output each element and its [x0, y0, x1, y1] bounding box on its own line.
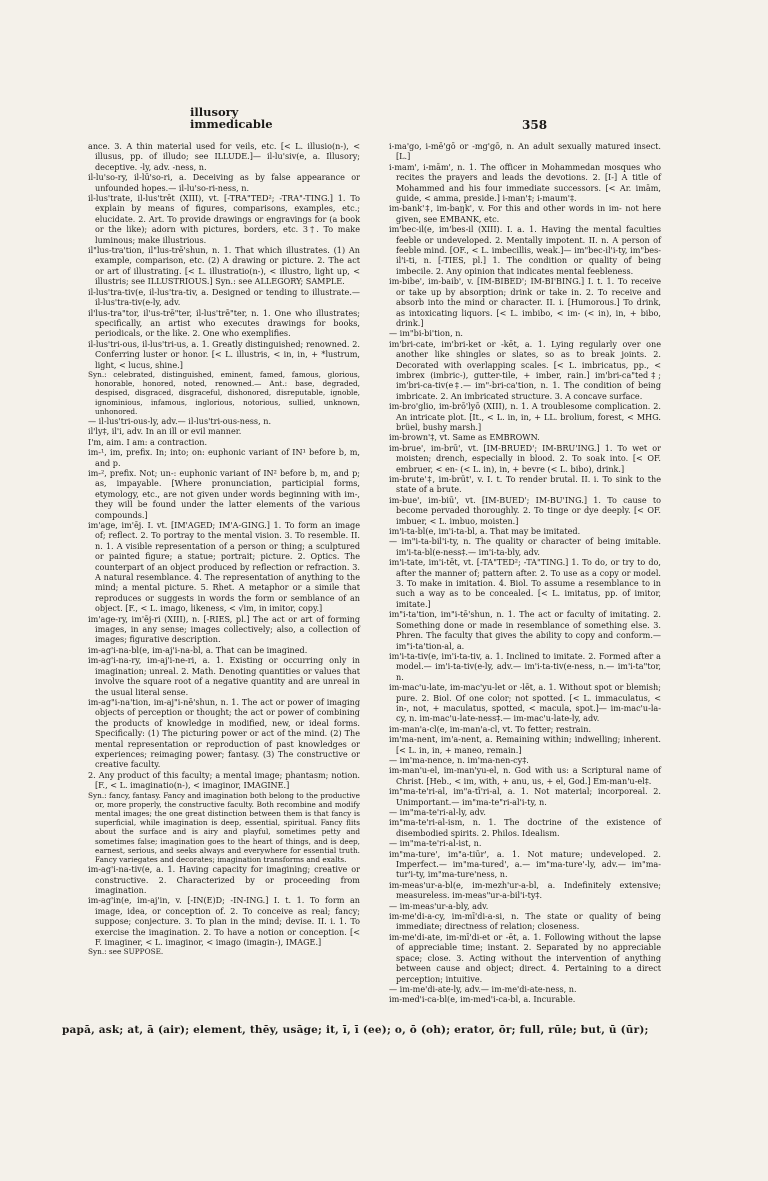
entry-immanence: — im'ma-nence, n. im'ma-nen-cy‡. [389, 754, 529, 765]
entry-imbibe: im-bibe', im-baib', v. [IM-BIBED'; IM-BI'BING.] I. t. 1. To receive or take up by absorption; drink or take in. 2. To receive and absorb into the mind or character. II. i. [Humorous.] To drink, as intoxicating liquors. [< L. imbibo, < im- (< in), in, + bibo, drink.] [389, 276, 661, 328]
entry-illustration: il"lus-tra'tion, il"lus-trē'shun, n. 1. That which illustrates. (1) An example, comparison, etc. (2) A drawing or picture. 2. The act or art of illustrating. [< L. illustratio(n-), < illustro, light up, < illustris; see ILLUSTRIOUS.] Syn.: see ALLEGORY; SAMPLE. [88, 245, 360, 287]
entry-immediate: im-me'di-ate, im-mī'di-et or -ēt, a. 1. Following without the lapse of appreciable time; instant. 2. Separated by no appreciable space; close. 3. Acting without the intervention of anything between cause and object; direct. 4. Pertaining to a direct perception; intuitive. [389, 931, 661, 984]
entry-imaginative: im-ag'i-na-tiv(e, a. 1. Having capacity for imagining; creative or constructive. 2. Characterized by or proceeding from imagination. [88, 864, 360, 896]
entry-illustrative: il-lus'tra-tiv(e, il-lus'tra-tiv, a. Designed or tending to illustrate.— il-lus'tra-tiv(e-ly, adv. [88, 286, 360, 308]
entry-imitation: im"i-ta'tion, im"i-tē'shun, n. 1. The act or faculty of imitating. 2. Something done or made in resemblance of something else. 3. Phren. The faculty that gives the ability to copy and conform.— im"i-ta'tion-al, a. [389, 609, 661, 651]
entry-imaginable: im-ag'i-na-bl(e, im-aj'i-na-bl, a. That can be imagined. [88, 644, 308, 655]
entry-immaterially: — im"ma-te'ri-al-ly, adv. [389, 807, 486, 817]
synonyms-imagine: Syn.: see SUPPOSE. [88, 947, 164, 957]
entry-illusion-tail: ance. 3. A thin material used for veils, etc. [< L. illusio(n-), < illusus, pp. of illudo; see ILLUDE.]— il-lu'siv(e, a. Illusory; deceptive. -ly, adv. -ness, n. [88, 141, 360, 172]
entry-immeasurably: — im-meas'ur-a-bly, adv. [389, 900, 489, 911]
entry-imagery: im'age-ry, im'ēj-ri (XIII), n. [-RIES, pl.] The act or art of forming images, in any sense; images collectively; also, a collection of images; figurative description. [88, 613, 360, 645]
entry-im-prefix-2: im-², prefix. Not; un-: euphonic variant of IN² before b, m, and p; as, impayable. [Where pronunciation, participial forms, etymology, etc., are not given under words beginning with im-, they will be found under the latter elements of the various compounds.] [88, 467, 360, 520]
left-column [88, 141, 360, 957]
entry-im-prefix-1: im-¹, im, prefix. In; into; on: euphonic variant of IN¹ before b, m, and p. [88, 447, 360, 468]
entry-illy: il'ly‡, il'i, adv. In an ill or evil manner. [88, 426, 242, 437]
guide-word-first: illusory [190, 105, 239, 119]
right-column [389, 141, 661, 1005]
entry-immature: im"ma-ture', im"a-tiūr', a. 1. Not mature; undeveloped. 2. Imperfect.— im"ma-tured', a.— im"ma-ture'-ly, adv.— im"ma-tur'i-ty, im"ma-ture'ness, n. [389, 848, 661, 880]
entry-imaginary: im-ag'i-na-ry, im-aj'i-ne-ri, a. 1. Existing or occurring only in imagination; unreal. 2. Math. Denoting quantities or values that involve the square root of a negative quantity and are unreal in the usual literal sense. [88, 655, 360, 697]
entry-imitable: im'i-ta-bl(e, im'i-ta-bl, a. That may be imitated. [389, 526, 581, 537]
entry-imbrown: im-brown'‡, vt. Same as EMBROWN. [389, 432, 540, 443]
entry-imagination: im-ag"i-na'tion, im-aj"i-nē'shun, n. 1. The act or power of imaging objects of perception or thought; the act or power of combining the products of knowledge in modified, new, or ideal forms. Specifically: (1) The picturing power or act of the mind. (2) The mental representation or reproduction of past knowledges or experiences; reimaging power; fantasy. (3) The constructive or creative faculty. [88, 696, 360, 770]
entry-illustrious: il-lus'tri-ous, il-lus'tri-us, a. 1. Greatly distinguished; renowned. 2. Conferring luster or honor. [< L. illustris, < in, in, + *lustrum, light, < lucus, shine.] [88, 338, 360, 370]
entry-imam: i-mam', i-mām', n. 1. The officer in Mohammedan mosques who recites the prayers and leads the devotions. 2. [I-] A title of Mohammed and his four immediate successors. [< Ar. imām, guide, < amma, preside.] i-man'‡; i-maum'‡. [389, 161, 661, 204]
entry-immedicable: im-med'i-ca-bl(e, im-med'i-ca-bl, a. Incurable. [389, 994, 576, 1005]
entry-immaterialist: — im"ma-te'ri-al-ist, n. [389, 838, 482, 849]
entry-immaterial: im"ma-te'ri-al, im"a-tī'ri-al, a. 1. Not material; incorporeal. 2. Unimportant.— im"ma-te"ri-al'i-ty, n. [389, 786, 661, 807]
guide-word-last: immedicable [190, 117, 273, 131]
entry-immediacy: im-me'di-a-cy, im-mī'di-a-si, n. The state or quality of being immediate; directness of relation; closeness. [389, 911, 661, 932]
entry-illustrator: il'lus-tra"tor, il'us-trē"ter, il-lus'trē"ter, n. 1. One who illustrates; specifically, an artist who executes drawings for books, periodicals, or the like. 2. One who exemplifies. [88, 307, 360, 339]
entry-immaterialism: im"ma-te'ri-al-ism, n. 1. The doctrine of the existence of disembodied spirits. 2. Philos. Idealism. [389, 817, 661, 838]
entry-imbibition: — im"bi-bi'tion, n. [389, 328, 464, 339]
entry-immanacle: im-man'a-cl(e, im-man'a-cl, vt. To fetter; restrain. [389, 723, 592, 734]
entry-imbricate: im'bri-cate, im'bri-ket or -kēt, a. 1. Lying regularly over one another like shingles or slates, so as to break joints. 2. Decorated with overlapping scales. [< L. imbricatus, pp., < imbrex (imbric-), gutter-tile, + imber, rain.] im'bri-ca"ted‡; im'bri-ca-tiv(e‡.— im"-bri-ca'tion, n. 1. The condition of being imbricate. 2. An imbricated structure. 3. A concave surface. [389, 338, 661, 401]
entry-imagination-sense-2: 2. Any product of this faculty; a mental image; phantasm; notion. [F., < L. imaginatio(n-), < imaginor, IMAGINE.] [88, 769, 360, 791]
entry-immanent: im'ma-nent, im'a-nent, a. Remaining within; indwelling; inherent. [< L. in, in, + maneo, remain.] [389, 734, 661, 755]
entry-image: im'age, im'ēj. I. vt. [IM'AGED; IM'A-GING.] 1. To form an image of; reflect. 2. To portray to the mental vision. 3. To resemble. II. n. 1. A visible representation of a person or thing; a sculptured or painted figure; a statue; portrait; picture. 2. Optics. The counterpart of an object produced by reflection or refraction. 3. A natural resemblance. 4. The representation of anything to the mind; a mental picture. 5. Rhet. A metaphor or a simile that reproduces or suggests in words the form or semblance of an object. [F., < L. imago, likeness, < √im, in imitor, copy.] [88, 520, 360, 614]
entry-illustriously: — il-lus'tri-ous-ly, adv.— il-lus'tri-ous-ness, n. [88, 415, 272, 426]
entry-imbrue: im-brue', im-brū', vt. [IM-BRUED'; IM-BRU'ING.] 1. To wet or moisten; drench, especially in blood. 2. To soak into. [< OF. embruer, < en- (< L. in), in, + bevre (< L. bibo), drink.] [389, 442, 661, 474]
entry-immediately: — im-me'di-ate-ly, adv.— im-me'di-ate-ness, n. [389, 983, 577, 994]
entry-immaculate: im-mac'u-late, im-mac'yu-let or -lēt, a. 1. Without spot or blemish; pure. 2. Biol. Of one color; not spotted. [< L. immaculatus, < in-, not, + maculatus, spotted, < macula, spot.]— im-mac'u-la-cy, n. im-mac'u-late-ness‡.— im-mac'u-late-ly, adv. [389, 682, 661, 724]
entry-immeasurable: im-meas'ur-a-bl(e, im-mezh'ur-a-bl, a. Indefinitely extensive; measureless. im-meas"ur-a-bil'i-ty‡. [389, 879, 661, 901]
entry-immanuel: im-man'u-el, im-man'yu-el, n. God with us: a Scriptural name of Christ. [Heb., < im, with, + anu, us, + el, God.] Em-man'u-el‡. [389, 765, 661, 786]
entry-imbank: im-bank'‡, im-baŋk', v. For this and other words in im- not here given, see EMBANK, etc. [389, 203, 661, 224]
entry-imbue: im-bue', im-biū', vt. [IM-BUED'; IM-BU'ING.] 1. To cause to become pervaded thoroughly. 2. To tinge or dye deeply. [< OF. imbuer, < L. imbuo, moisten.] [389, 494, 661, 526]
entry-illusory: il-lu'so-ry, il-lū'so-ri, a. Deceiving as by false appearance or unfounded hopes.— il-lu'so-ri-ness, n. [88, 172, 360, 193]
entry-imitative: im'i-ta-tiv(e, im'i-ta-tiv, a. 1. Inclined to imitate. 2. Formed after a model.— im'i-ta-tiv(e-ly, adv.— im'i-ta-tiv(e-ness, n.— im'i-ta"tor, n. [389, 650, 661, 682]
entry-illustrate: il-lus'trate, il-lus'trēt (XIII), vt. [-TRA"TED²; -TRA"-TING.] 1. To explain by means of figures, comparisons, examples, etc.; elucidate. 2. Art. To provide drawings or engravings for (a book or the like); adorn with pictures, borders, etc. 3†. To make luminous; make illustrious. [88, 193, 360, 245]
entry-imagine: im-ag'in(e, im-aj'in, v. [-IN(E)D; -IN-ING.] I. t. 1. To form an image, idea, or conception of. 2. To conceive as real; fancy; suppose; conjecture. 3. To plan in the mind; devise. II. i. 1. To exercise the imagination. 2. To have a notion or conception. [< F. imaginer, < L. imaginor, < imago (imagin-), IMAGE.] [88, 895, 360, 948]
entry-imbrute: im-brute'‡, im-brūt', v. I. t. To render brutal. II. i. To sink to the state of a brute. [389, 474, 661, 495]
synonyms-illustrious: Syn.: celebrated, distinguished, eminent, famed, famous, glorious, honorable, honored, noted, renowned.— Ant.: base, degraded, despised, disgraced, disgraceful, dishonored, disreputable, ignoble, ignominious, infamous, inglorious, notorious, sullied, unknown, unhonored. [88, 369, 360, 416]
entry-imitability: — im"i-ta-bil'i-ty, n. The quality or character of being imitable. im'i-ta-bl(e-ness‡.— im'i-ta-bly, adv. [389, 536, 661, 557]
entry-im: I'm, aim. I am: a contraction. [88, 436, 208, 447]
synonyms-imagination: Syn.: fancy, fantasy. Fancy and imagination both belong to the productive or, more properly, the constructive faculty. Both recombine and modify mental images; the one great distinction between them is that fancy is superficial, while imagination is deep, essential, spiritual. Fancy flits about the surface and is airy and playful, sometimes petty and sometimes false; imagination goes to the heart of things, and is deep, earnest, serious, and seeks always and everywhere for essential truth. Fancy variegates and decorates; imagination transforms and exalts. [88, 790, 360, 864]
entry-imbecile: im'bec-il(e, im'bes-il (XIII). I. a. 1. Having the mental faculties feeble or undeveloped. 2. Mentally impotent. II. n. A person of feeble mind. [OF., < L. imbecillis, weak.]— im"bec-il'i-ty, im"bes-il'i-ti, n. [-TIES, pl.] 1. The condition or quality of being imbecile. 2. Any opinion that indicates mental feebleness. [389, 224, 661, 276]
entry-imago: i-ma'go, i-mē'gō or -mg'gō, n. An adult sexually matured insect. [L.] [389, 141, 661, 162]
pronunciation-key: papā, ask; at, ā (air); element, thēy, usāge; it, ī, ī (ee); o, ō (oh); erator, ōr; full, rūle; but, ū (ūr); [62, 1024, 649, 1036]
page-number: 358 [522, 118, 548, 132]
page-header [190, 106, 550, 130]
entry-imbroglio: im-bro'glio, im-brō'lyō (XIII), n. 1. A troublesome complication. 2. An intricate plot. [It., < L. in, in, + LL. brolium, forest, < MHG. brüel, bushy marsh.] [389, 401, 661, 432]
entry-imitate: im'i-tate, im'i-tēt, vt. [-TA"TED²; -TA"TING.] 1. To do, or try to do, after the manner of; pattern after. 2. To use as a copy or model. 3. To make in imitation. 4. Biol. To assume a resemblance to in such a way as to be concealed. [< L. imitatus, pp. of imitor, imitate.] [389, 557, 661, 609]
